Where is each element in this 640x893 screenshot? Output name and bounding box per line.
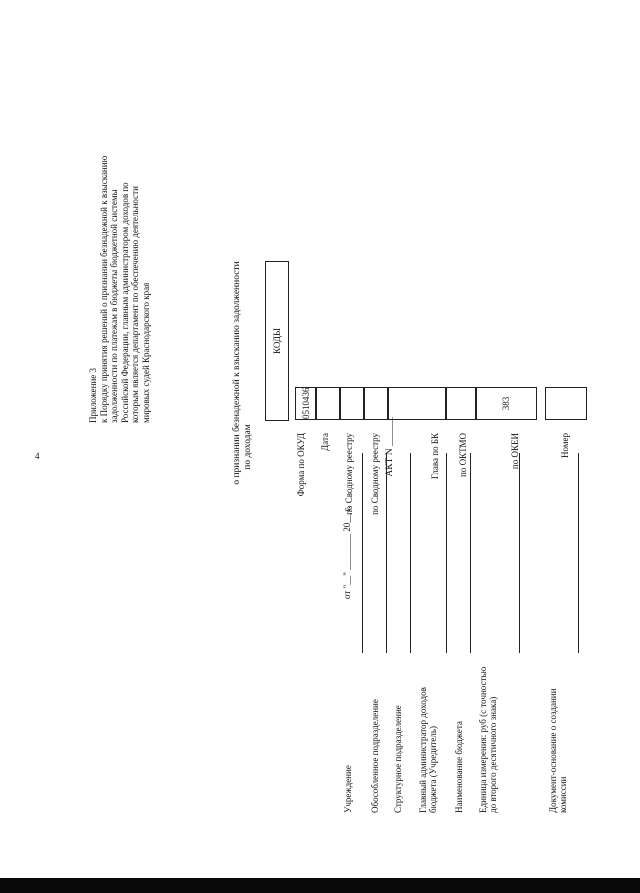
label-okei: по ОКЕИ [510, 433, 520, 470]
codes-table [265, 261, 289, 421]
field-line [410, 453, 411, 653]
code-cell-registry [339, 387, 365, 420]
scan-edge-bar [0, 878, 640, 893]
label-okud: Форма по ОКУД [296, 433, 306, 497]
act-subtitle-2: по доходам [243, 424, 253, 470]
label-consolidated-registry-2: по Сводному реестру [370, 433, 380, 515]
code-okud: 0510436 [301, 387, 311, 419]
label-institution: Учреждение [343, 765, 353, 813]
label-chapter-bk: Глава по БК [430, 433, 440, 480]
field-line [578, 453, 579, 653]
code-cell-bk [387, 387, 447, 420]
appendix-line: мировых судей Краснодарского края [140, 282, 151, 423]
field-line [470, 453, 471, 653]
field-line [446, 453, 447, 653]
label-budget-name: Наименование бюджета [454, 721, 464, 813]
code-cell-oktmo [445, 387, 477, 420]
page-number: 4 [35, 451, 40, 461]
field-line [362, 453, 363, 653]
field-line [386, 453, 387, 653]
appendix-line: Российской Федерации, главным администратором доходов по [119, 182, 130, 423]
appendix-line: задолженности по платежам в бюджеты бюджетной системы [109, 189, 119, 423]
appendix-line: которым является департамент по обеспечению деятельности [130, 186, 140, 423]
code-cell-date [315, 387, 341, 420]
act-date-line: от "__" ________ 20__ г. [342, 506, 352, 599]
appendix-line: Приложение 3 [88, 367, 98, 423]
appendix-block [88, 156, 151, 423]
code-okei: 383 [501, 396, 511, 411]
code-cell [295, 387, 317, 420]
code-cell-number [545, 387, 587, 420]
label-unit: Единица измерения: руб (с точностью до второго десятичного знака) [478, 666, 498, 813]
appendix-line: к Порядку принятия решений о признании безнадежной к взысканию [98, 155, 109, 423]
act-title: АКТ N ______ [385, 417, 395, 477]
label-number: Номер [560, 433, 570, 459]
codes-header: КОДЫ [266, 262, 289, 421]
label-oktmo: по ОКТМО [458, 433, 468, 477]
label-date: Дата [320, 433, 330, 451]
label-separate-division: Обособленное подразделение [370, 699, 380, 813]
label-structural-division: Структурное подразделение [393, 705, 403, 813]
code-cell-registry-2 [363, 387, 389, 420]
label-document-basis: Документ-основание о создании комиссии [548, 688, 568, 813]
label-consolidated-registry: по Сводному реестру [344, 433, 354, 515]
act-subtitle: о признании безнадежной к взысканию задолженности [232, 261, 242, 485]
label-chief-administrator: Главный администратор доходов бюджета (Учредитель) [418, 687, 438, 813]
code-cell-okei [475, 387, 537, 420]
